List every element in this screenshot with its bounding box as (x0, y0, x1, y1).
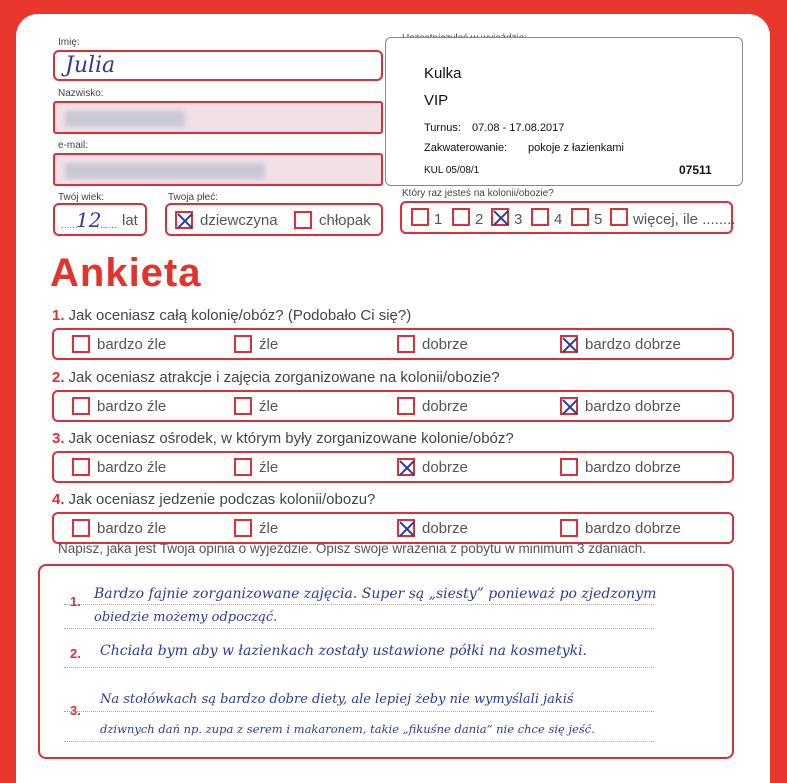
question-1-option-3-label: dobrze (422, 336, 468, 353)
ticket-line2: VIP (424, 92, 449, 109)
question-3-option-1-label: bardzo źle (97, 459, 167, 476)
plec-dziewczyna-label: dziewczyna (200, 212, 278, 229)
plec-chlopak-checkbox[interactable] (294, 211, 312, 229)
question-2-option-2-label: źle (259, 398, 279, 415)
question-4-option-4-checkbox[interactable] (560, 519, 578, 537)
question-1 (52, 307, 411, 324)
question-2-option-1-label: bardzo źle (97, 398, 167, 415)
essay-line-4: Na stołówkach są bardzo dobre diety, ale lepiej żeby nie wymyślali jakiś (100, 692, 574, 707)
question-2-option-3-label: dobrze (422, 398, 468, 415)
ile-raz-1-label: 1 (434, 211, 443, 228)
question-4-option-1-checkbox[interactable] (72, 519, 90, 537)
question-text: Jak oceniasz ośrodek, w którym były zorganizowane kolonie/obóz? (68, 430, 514, 447)
ticket-number: 07511 (679, 163, 712, 177)
question-1-option-3-checkbox[interactable] (397, 335, 415, 353)
essay-line (64, 604, 654, 605)
ticket-turnus-value: 07.08 - 17.08.2017 (472, 122, 565, 134)
ile-raz-more-checkbox[interactable] (610, 208, 628, 226)
wiek-value: 12 (76, 208, 102, 232)
question-4-option-4-label: bardzo dobrze (585, 520, 681, 537)
nazwisko-field-redacted[interactable] (53, 101, 383, 134)
email-redaction (65, 163, 265, 179)
essay-line-1: Bardzo fajnie zorganizowane zajęcia. Super są „siesty” ponieważ po zjedzonym (94, 586, 657, 602)
question-1-option-4-label: bardzo dobrze (585, 336, 681, 353)
essay-line-2: obiedzie możemy odpocząć. (94, 610, 278, 625)
imie-value: Julia (65, 53, 116, 78)
wiek-dots-after: ...... (100, 220, 117, 231)
ticket-code: KUL 05/08/1 (424, 165, 480, 176)
question-4-option-3-checkbox[interactable] (397, 519, 415, 537)
question-3-option-2-checkbox[interactable] (234, 458, 252, 476)
question-4-option-2-checkbox[interactable] (234, 519, 252, 537)
ile-raz-1-checkbox[interactable] (411, 208, 429, 226)
question-1-option-1-label: bardzo źle (97, 336, 167, 353)
question-2-option-2-checkbox[interactable] (234, 397, 252, 415)
question-text: Jak oceniasz całą kolonię/obóz? (Podobało Ci się?) (68, 307, 412, 324)
question-2-option-3-checkbox[interactable] (397, 397, 415, 415)
question-4-option-3-label: dobrze (422, 520, 468, 537)
question-1-option-2-label: źle (259, 336, 279, 353)
wiek-dots-before: ...... (61, 220, 78, 231)
question-3-option-4-label: bardzo dobrze (585, 459, 681, 476)
question-1-option-1-checkbox[interactable] (72, 335, 90, 353)
question-1-option-4-checkbox[interactable] (560, 335, 578, 353)
question-number: 1. (52, 307, 65, 324)
ticket-info (385, 37, 743, 186)
ile-raz-4-label: 4 (554, 211, 563, 228)
essay-line (64, 628, 654, 629)
ticket-turnus-label: Turnus: (424, 122, 461, 134)
essay-number-1: 1. (70, 594, 81, 609)
question-3 (52, 430, 514, 447)
question-3-option-3-checkbox[interactable] (397, 458, 415, 476)
ile-raz-2-checkbox[interactable] (452, 208, 470, 226)
essay-line-5: dziwnych dań np. zupa z serem i makaronem, takie „fikuśne dania” nie chce się jeść. (100, 722, 595, 736)
ile-raz-3-checkbox[interactable] (491, 208, 509, 226)
wiek-field[interactable] (53, 203, 147, 236)
question-4-option-1-label: bardzo źle (97, 520, 167, 537)
plec-label: Twoja płeć: (168, 192, 219, 203)
wiek-unit: lat (122, 212, 138, 229)
question-3-option-4-checkbox[interactable] (560, 458, 578, 476)
essay-number-3: 3. (70, 703, 81, 718)
question-3-option-1-checkbox[interactable] (72, 458, 90, 476)
ile-raz-4-checkbox[interactable] (531, 208, 549, 226)
question-4-option-2-label: źle (259, 520, 279, 537)
ticket-zakw-label: Zakwaterowanie: (424, 142, 508, 154)
plec-dziewczyna-checkbox[interactable] (175, 211, 193, 229)
email-field-redacted[interactable] (53, 153, 383, 186)
question-text: Jak oceniasz jedzenie podczas kolonii/obozu? (68, 491, 376, 508)
survey-title: Ankieta (50, 251, 202, 295)
essay-line-3: Chciała bym aby w łazienkach zostały ustawione półki na kosmetyki. (100, 643, 588, 659)
nazwisko-redaction (65, 111, 185, 127)
imie-field[interactable] (53, 50, 383, 81)
ticket-zakw-value: pokoje z łazienkami (528, 142, 624, 154)
question-2 (52, 369, 500, 386)
ile-raz-2-label: 2 (475, 211, 484, 228)
wiek-label: Twój wiek: (58, 192, 105, 203)
essay-line (64, 667, 654, 668)
question-number: 3. (52, 430, 65, 447)
ile-raz-5-checkbox[interactable] (571, 208, 589, 226)
nazwisko-label: Nazwisko: (58, 88, 104, 99)
plec-chlopak-label: chłopak (319, 212, 371, 229)
question-number: 2. (52, 369, 65, 386)
essay-line (64, 741, 654, 742)
question-text: Jak oceniasz atrakcje i zajęcia zorganizowane na kolonii/obozie? (68, 369, 500, 386)
question-2-option-4-checkbox[interactable] (560, 397, 578, 415)
question-2-option-1-checkbox[interactable] (72, 397, 90, 415)
email-label: e-mail: (58, 140, 89, 151)
question-number: 4. (52, 491, 65, 508)
ile-raz-5-label: 5 (594, 211, 603, 228)
ile-raz-more-label: więcej, ile ........ (633, 211, 736, 228)
question-2-option-4-label: bardzo dobrze (585, 398, 681, 415)
essay-number-2: 2. (70, 646, 81, 661)
ile-raz-3-label: 3 (514, 211, 523, 228)
question-3-option-3-label: dobrze (422, 459, 468, 476)
essay-line (64, 711, 654, 712)
ticket-line1: Kulka (424, 65, 462, 82)
question-1-option-2-checkbox[interactable] (234, 335, 252, 353)
essay-prompt: Napisz, jaka jest Twoja opinia o wyjeździe. Opisz swoje wrażenia z pobytu w minimum 3 zdaniach. (58, 541, 647, 556)
question-4 (52, 491, 375, 508)
question-3-option-2-label: źle (259, 459, 279, 476)
ile-raz-label: Który raz jesteś na kolonii/obozie? (402, 188, 554, 199)
imie-label: Imię: (58, 37, 80, 48)
